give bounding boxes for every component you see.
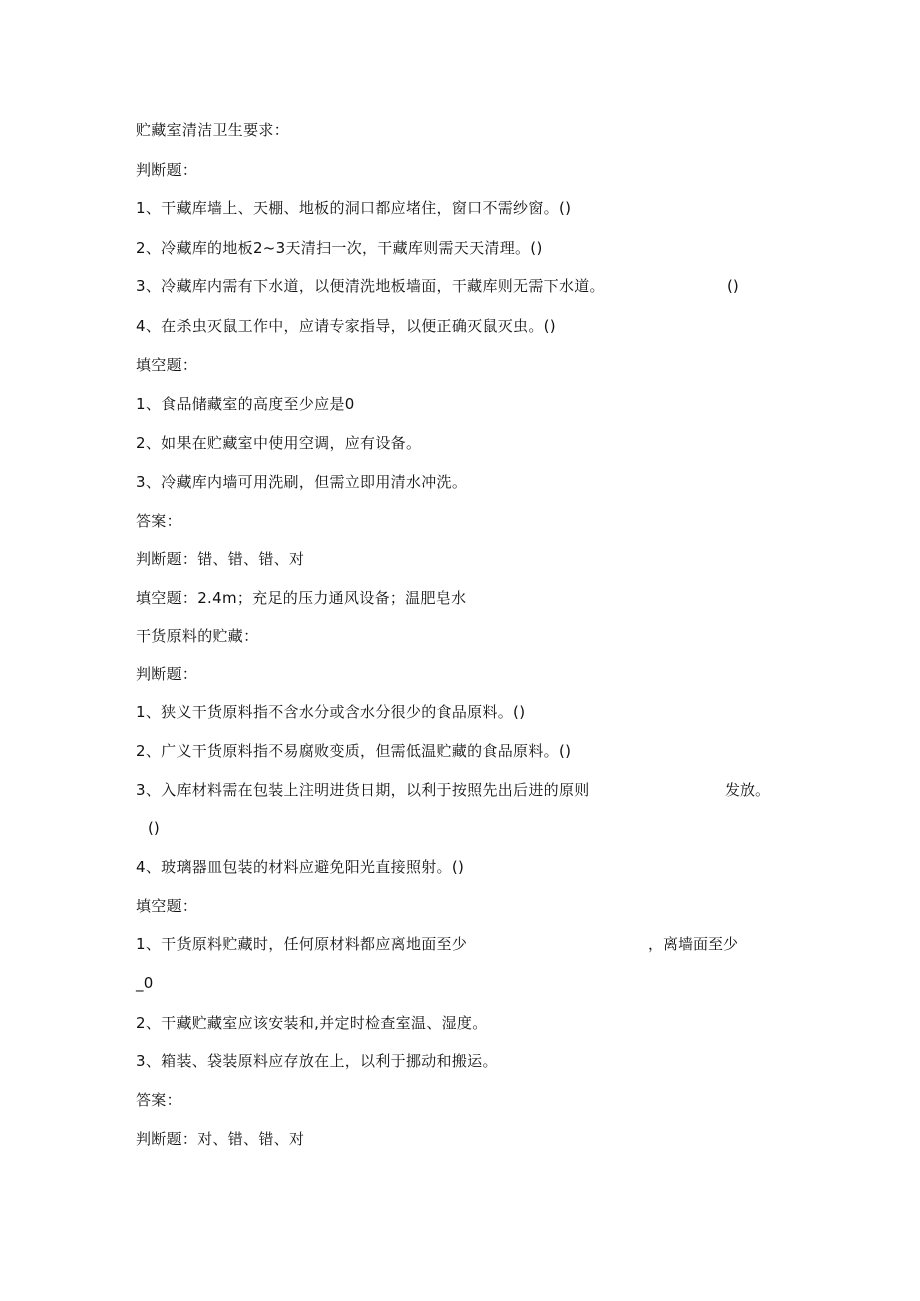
section1-fill-item-1: 1、食品储藏室的高度至少应是0 [136, 395, 355, 413]
section1-fill-heading: 填空题： [136, 356, 198, 374]
section2-fill-item-1-cont: _0 [136, 974, 154, 992]
section1-answer-heading: 答案： [136, 512, 182, 530]
section2-judge-item-3-tail: 发放。 [725, 781, 771, 799]
section2-fill-item-2: 2、干藏贮藏室应该安装和,并定时检查室温、湿度。 [136, 1014, 488, 1032]
section1-title: 贮藏室清洁卫生要求： [136, 121, 290, 139]
section1-judge-item-3-bracket: () [727, 277, 739, 295]
section2-fill-item-1-tail: ，离墙面至少 [648, 935, 739, 953]
section1-answer-fill: 填空题：2.4m；充足的压力通风设备；温肥皂水 [136, 589, 467, 607]
section1-fill-item-2: 2、如果在贮藏室中使用空调，应有设备。 [136, 434, 422, 452]
section2-title: 干货原料的贮藏： [136, 627, 259, 645]
section2-answer-judge: 判断题：对、错、错、对 [136, 1130, 305, 1148]
section1-judge-item-4: 4、在杀虫灭鼠工作中，应请专家指导，以便正确灭鼠灭虫。() [136, 317, 556, 335]
section1-judge-item-3: 3、冷藏库内需有下水道，以便清洗地板墙面，干藏库则无需下水道。 [136, 277, 605, 295]
section1-answer-judge: 判断题：错、错、错、对 [136, 550, 305, 568]
section2-judge-item-3-bracket: () [148, 819, 160, 837]
section1-fill-item-3: 3、冷藏库内墙可用洗刷，但需立即用清水冲洗。 [136, 473, 468, 491]
section2-judge-item-2: 2、广义干货原料指不易腐败变质，但需低温贮藏的食品原料。() [136, 742, 572, 760]
section2-judge-item-1: 1、狭义干货原料指不含水分或含水分很少的食品原料。() [136, 703, 526, 721]
section1-judge-item-1: 1、干藏库墙上、天棚、地板的洞口都应堵住，窗口不需纱窗。() [136, 199, 572, 217]
section2-judge-heading: 判断题： [136, 665, 198, 683]
section2-fill-heading: 填空题： [136, 897, 198, 915]
section2-judge-item-3: 3、入库材料需在包装上注明进货日期，以利于按照先出后进的原则 [136, 781, 590, 799]
section1-judge-item-2: 2、冷藏库的地板2~3天清扫一次，干藏库则需天天清理。() [136, 239, 543, 257]
section2-judge-item-4: 4、玻璃器皿包装的材料应避免阳光直接照射。() [136, 858, 465, 876]
section1-judge-heading: 判断题： [136, 161, 198, 179]
section2-fill-item-3: 3、箱装、袋装原料应存放在上，以利于挪动和搬运。 [136, 1052, 498, 1070]
section2-fill-item-1: 1、干货原料贮藏时，任何原材料都应离地面至少 [136, 935, 468, 953]
section2-answer-heading: 答案： [136, 1091, 182, 1109]
